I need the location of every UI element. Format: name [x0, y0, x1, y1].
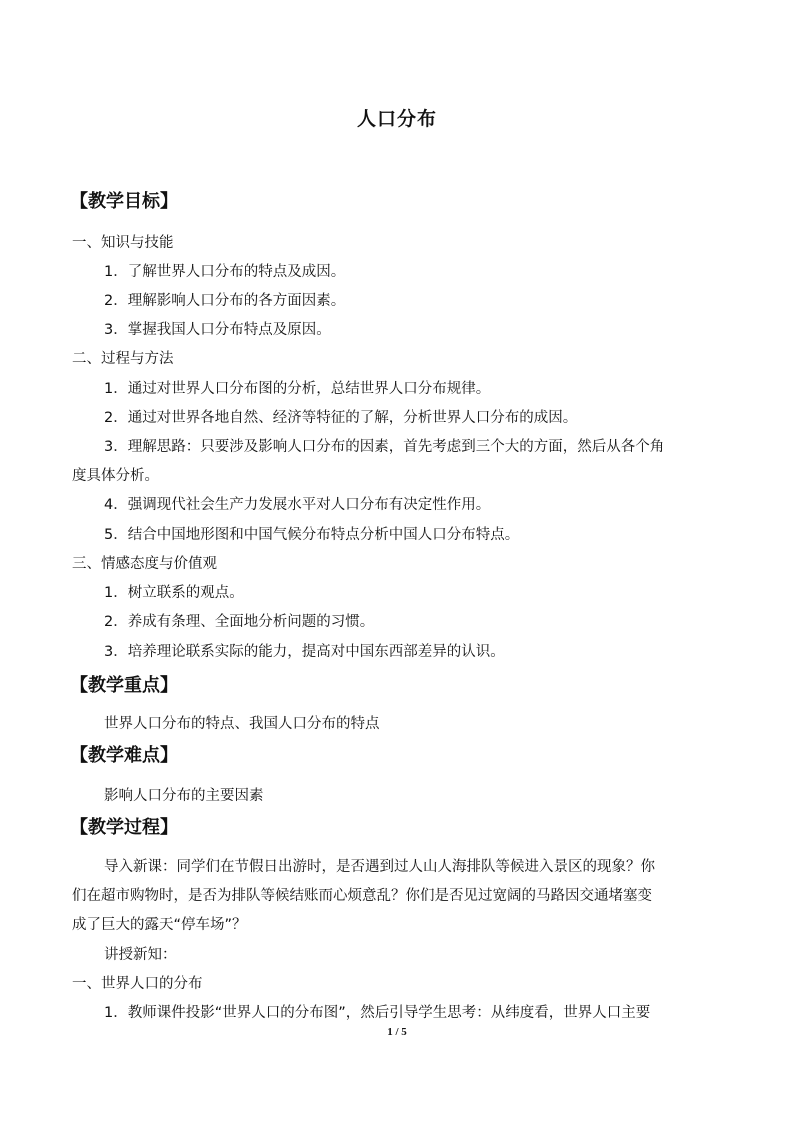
objectives-part3-item: 2．养成有条理、全面地分析问题的习惯。 — [104, 614, 375, 630]
objectives-part1-item: 2．理解影响人口分布的各方面因素。 — [104, 293, 346, 309]
objectives-heading: 【教学目标】 — [70, 191, 178, 212]
objectives-part2-item: 1．通过对世界人口分布图的分析，总结世界人口分布规律。 — [104, 381, 491, 397]
objectives-part2-item-continued: 度具体分析。 — [72, 468, 159, 484]
objectives-part3-item: 1．树立联系的观点。 — [104, 585, 244, 601]
difficulties-heading: 【教学难点】 — [70, 745, 178, 766]
objectives-part1-item: 1．了解世界人口分布的特点及成因。 — [104, 264, 346, 280]
objectives-part1-item: 3．掌握我国人口分布特点及原因。 — [104, 322, 331, 338]
process-intro-line: 导入新课：同学们在节假日出游时，是否遇到过人山人海排队等候进入景区的现象？你 — [104, 859, 655, 875]
process-part1-title: 一、世界人口的分布 — [72, 976, 203, 992]
process-heading: 【教学过程】 — [70, 817, 178, 838]
objectives-part2-item: 5．结合中国地形图和中国气候分布特点分析中国人口分布特点。 — [104, 527, 520, 543]
objectives-part3-title: 三、情感态度与价值观 — [72, 556, 217, 572]
key-points-text: 世界人口分布的特点、我国人口分布的特点 — [104, 716, 380, 732]
objectives-part2-item: 2．通过对世界各地自然、经济等特征的了解，分析世界人口分布的成因。 — [104, 410, 578, 426]
objectives-part2-item: 4．强调现代社会生产力发展水平对人口分布有决定性作用。 — [104, 497, 491, 513]
document-title: 人口分布 — [356, 108, 437, 130]
key-points-heading: 【教学重点】 — [70, 675, 178, 696]
objectives-part1-title: 一、知识与技能 — [72, 235, 174, 251]
objectives-part2-title: 二、过程与方法 — [72, 351, 174, 367]
objectives-part3-item: 3．培养理论联系实际的能力，提高对中国东西部差异的认识。 — [104, 644, 505, 660]
page-number: 1 / 5 — [387, 1026, 407, 1038]
process-intro-line: 成了巨大的露天“停车场”？ — [72, 917, 247, 933]
process-new-lesson: 讲授新知： — [104, 947, 177, 963]
objectives-part2-item: 3．理解思路：只要涉及影响人口分布的因素，首先考虑到三个大的方面，然后从各个角 — [104, 439, 665, 455]
process-intro-line: 们在超市购物时，是否为排队等候结账而心烦意乱？你们是否见过宽阔的马路因交通堵塞变 — [72, 888, 652, 904]
process-item-1: 1．教师课件投影“世界人口的分布图”，然后引导学生思考：从纬度看，世界人口主要 — [104, 1005, 651, 1021]
difficulties-text: 影响人口分布的主要因素 — [104, 788, 264, 804]
